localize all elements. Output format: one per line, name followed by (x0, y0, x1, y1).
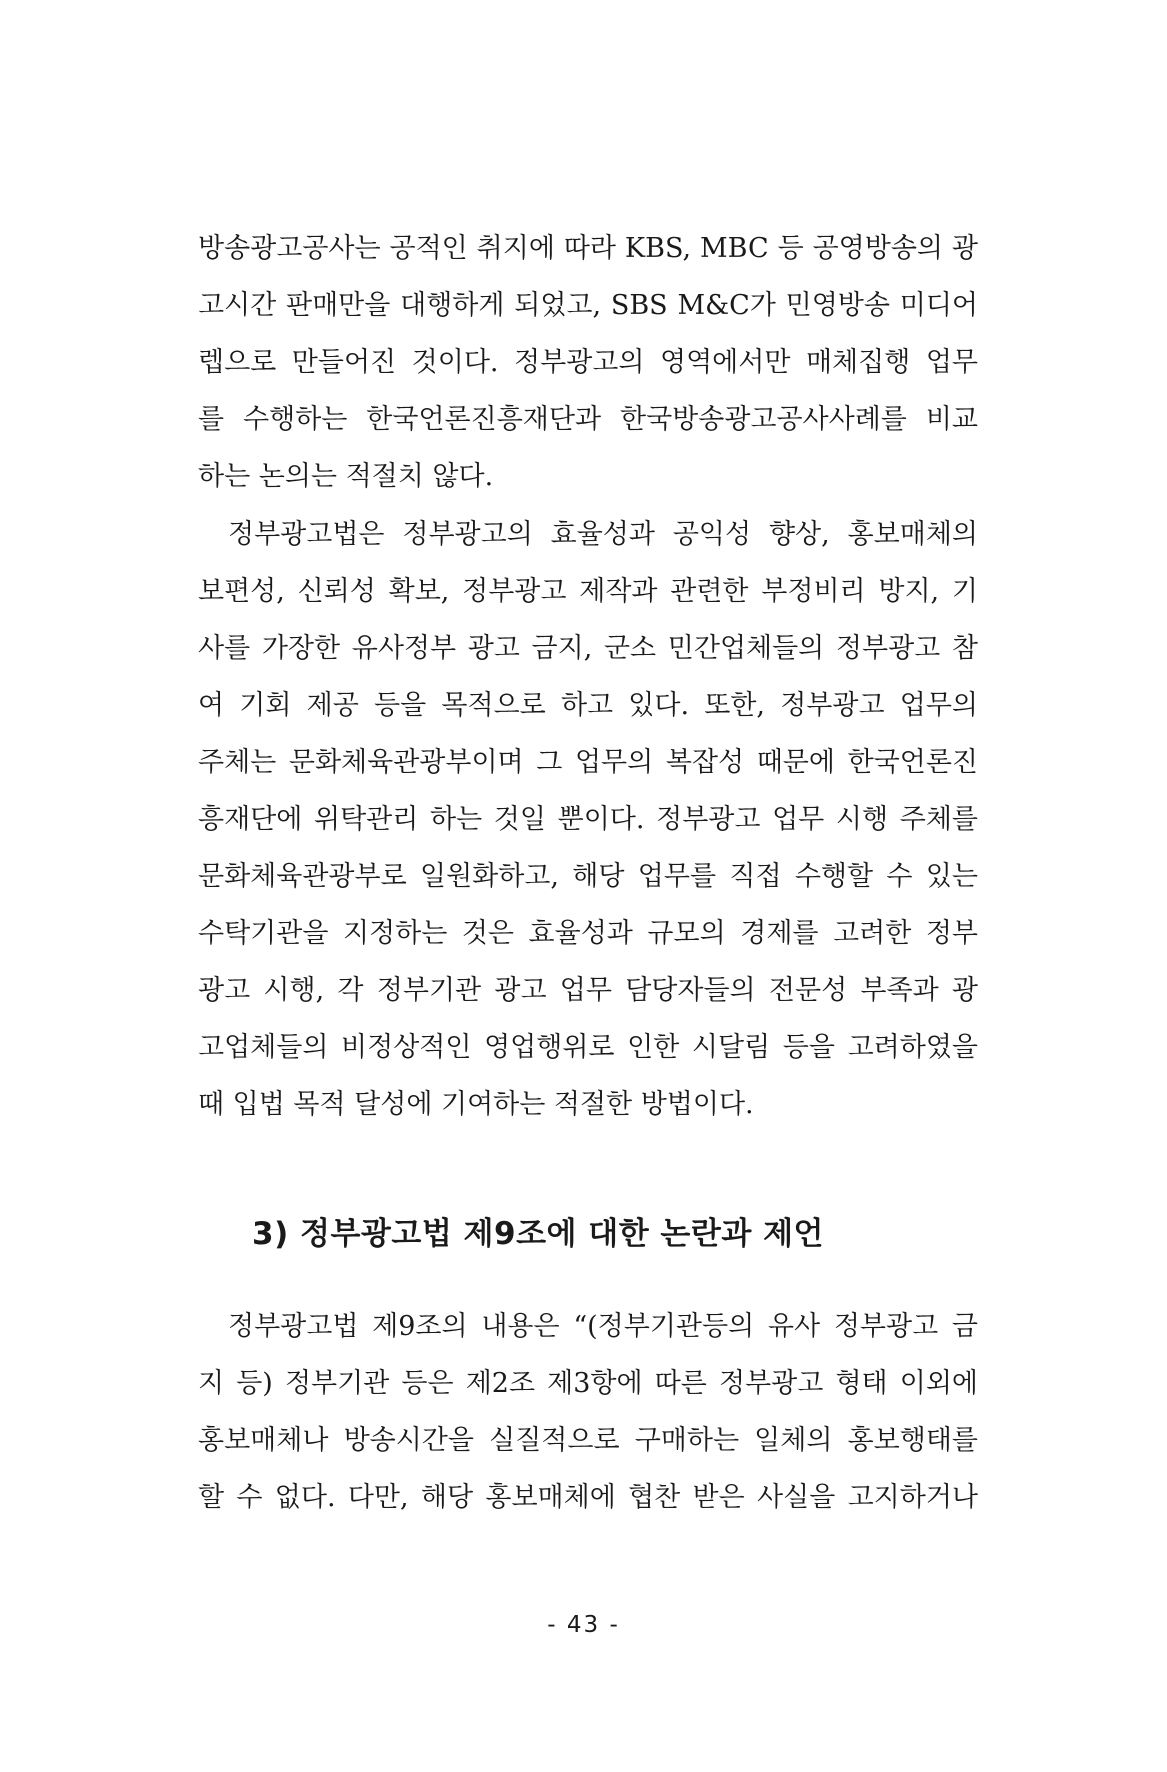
text-line: 렙으로 만들어진 것이다. 정부광고의 영역에서만 매체집행 업무 (198, 347, 978, 378)
text-line: 고시간 판매만을 대행하게 되었고, SBS M&C가 민영방송 미디어 (198, 290, 978, 321)
paragraph-3 (198, 1298, 978, 1526)
text-line: 정부광고법 제9조의 내용은 “(정부기관등의 유사 정부광고 금 (228, 1311, 978, 1342)
section-heading: 3) 정부광고법 제9조에 대한 논란과 제언 (252, 1216, 824, 1252)
text-line: 광고 시행, 각 정부기관 광고 업무 담당자들의 전문성 부족과 광 (198, 975, 978, 1006)
text-line: 주체는 문화체육관광부이며 그 업무의 복잡성 때문에 한국언론진 (198, 747, 978, 778)
text-line: 문화체육관광부로 일원화하고, 해당 업무를 직접 수행할 수 있는 (198, 861, 978, 892)
paragraph-1 (198, 220, 978, 505)
text-line: 하는 논의는 적절치 않다. (198, 461, 494, 492)
text-line: 정부광고법은 정부광고의 효율성과 공익성 향상, 홍보매체의 (228, 519, 978, 550)
text-line: 할 수 없다. 다만, 해당 홍보매체에 협찬 받은 사실을 고지하거나 (198, 1482, 978, 1513)
text-line: 를 수행하는 한국언론진흥재단과 한국방송광고공사사례를 비교 (198, 404, 978, 435)
text-line: 여 기회 제공 등을 목적으로 하고 있다. 또한, 정부광고 업무의 (198, 690, 978, 721)
text-line: 지 등) 정부기관 등은 제2조 제3항에 따른 정부광고 형태 이외에 (198, 1368, 978, 1399)
text-line: 보편성, 신뢰성 확보, 정부광고 제작과 관련한 부정비리 방지, 기 (198, 576, 978, 607)
paragraph-2 (198, 506, 978, 1133)
text-line: 사를 가장한 유사정부 광고 금지, 군소 민간업체들의 정부광고 참 (198, 633, 978, 664)
text-line: 홍보매체나 방송시간을 실질적으로 구매하는 일체의 홍보행태를 (198, 1425, 978, 1456)
page-number: - 43 - (547, 1612, 620, 1638)
text-line: 때 입법 목적 달성에 기여하는 적절한 방법이다. (198, 1089, 754, 1120)
text-line: 흥재단에 위탁관리 하는 것일 뿐이다. 정부광고 업무 시행 주체를 (198, 804, 978, 835)
text-line: 수탁기관을 지정하는 것은 효율성과 규모의 경제를 고려한 정부 (198, 918, 978, 949)
text-line: 고업체들의 비정상적인 영업행위로 인한 시달림 등을 고려하였을 (198, 1032, 978, 1063)
text-line: 방송광고공사는 공적인 취지에 따라 KBS, MBC 등 공영방송의 광 (198, 233, 978, 264)
